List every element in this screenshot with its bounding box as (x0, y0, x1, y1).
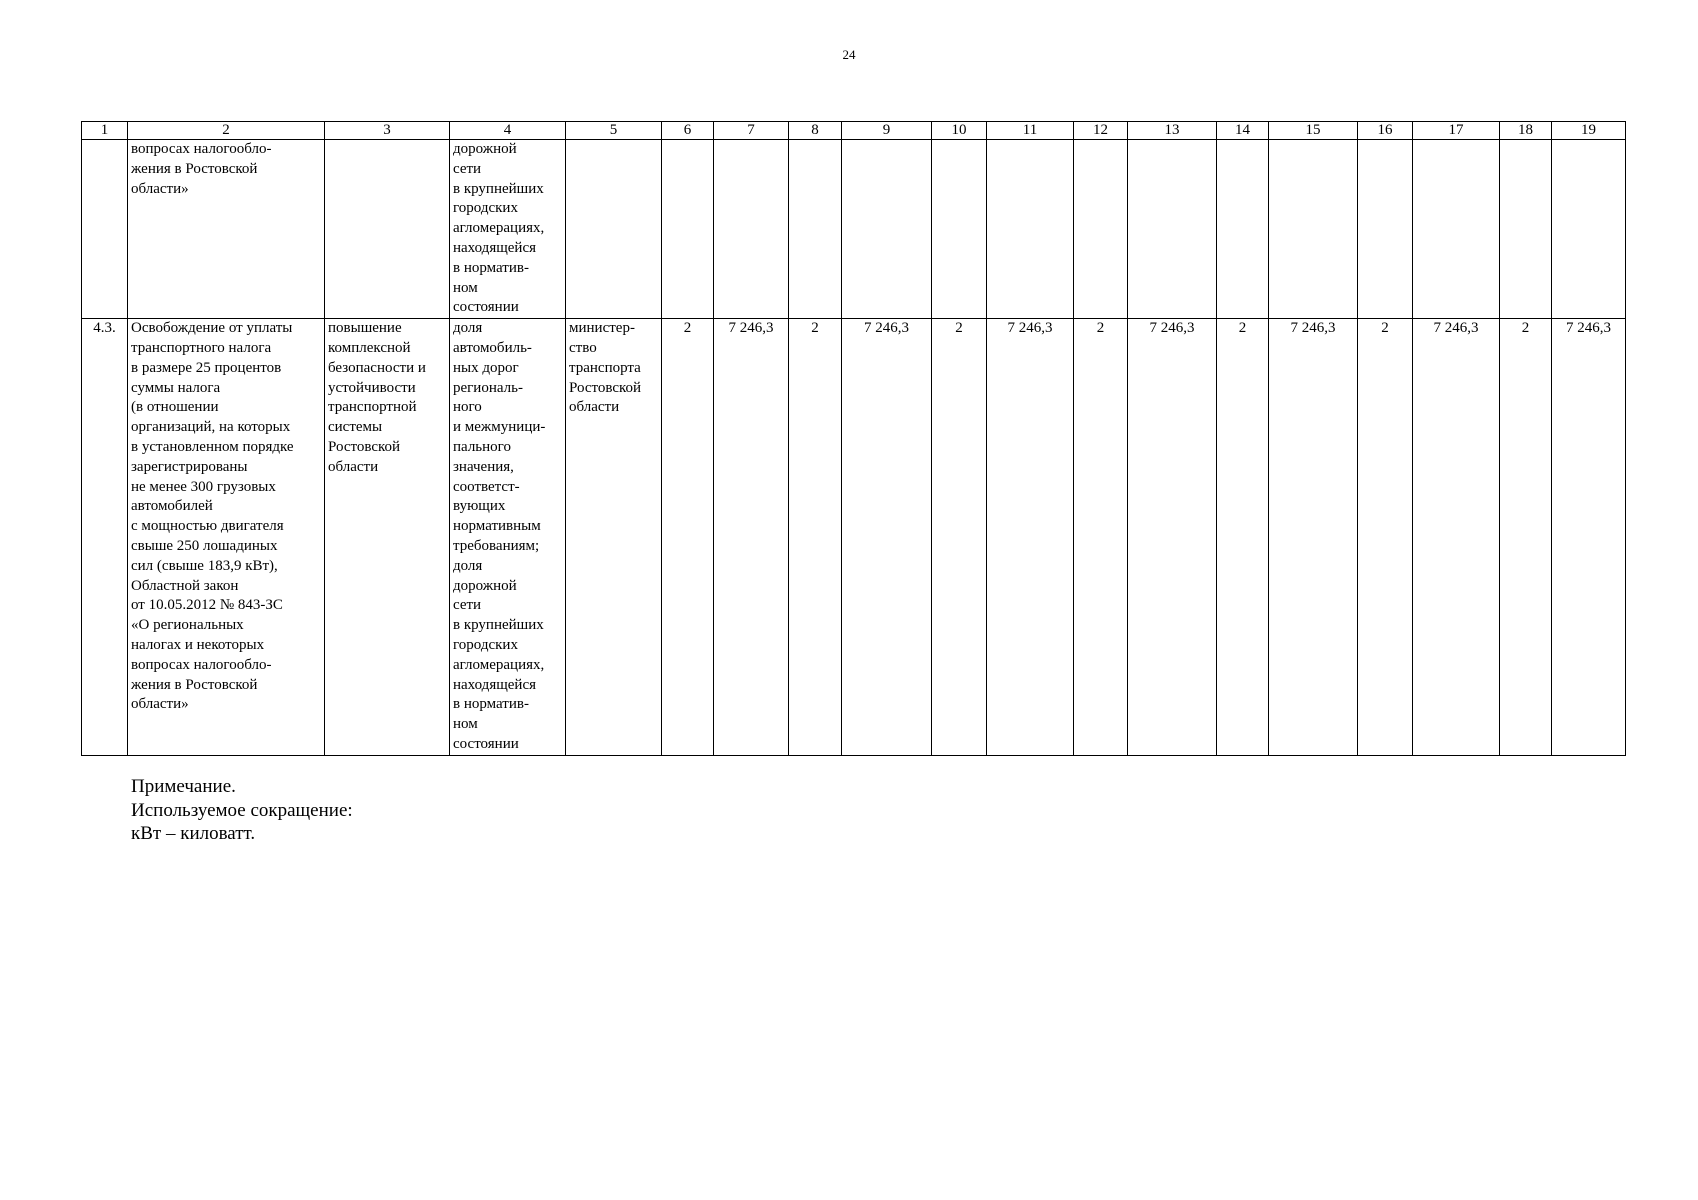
value-cell (1552, 140, 1626, 319)
column-number-header: 9 (842, 122, 932, 140)
value-cell: 2 (662, 319, 714, 756)
note (131, 775, 353, 846)
table-row (82, 319, 1626, 756)
page-number: 24 (842, 47, 856, 62)
column-number-header: 3 (325, 122, 450, 140)
measure-description-cell: вопросах налогообло- жения в Ростовской области» (128, 140, 325, 319)
column-number-header: 16 (1358, 122, 1413, 140)
column-number-header: 15 (1269, 122, 1358, 140)
value-cell (1217, 140, 1269, 319)
curator-cell: министер- ство транспорта Ростовской области (566, 319, 662, 756)
value-cell: 7 246,3 (714, 319, 789, 756)
indicator-cell: дорожной сети в крупнейших городских агломерациях, находящейся в норматив- ном состоянии (450, 140, 566, 319)
value-cell (1074, 140, 1128, 319)
table-row (82, 140, 1626, 319)
column-number-header: 14 (1217, 122, 1269, 140)
column-number-header: 12 (1074, 122, 1128, 140)
value-cell: 2 (1217, 319, 1269, 756)
indicator-cell: доля автомобиль- ных дорог региональ- ного и межмуници- пального значения, соответст- вующих нормативным требованиям; доля дорожной сети в крупнейших городских агломерациях, находящейся в норматив- ном состоянии (450, 319, 566, 756)
value-cell: 7 246,3 (842, 319, 932, 756)
value-cell (842, 140, 932, 319)
column-number-header: 18 (1500, 122, 1552, 140)
value-cell (662, 140, 714, 319)
column-number-header: 8 (789, 122, 842, 140)
note-abbreviation-item: кВт – киловатт. (131, 823, 256, 844)
column-number-header: 11 (987, 122, 1074, 140)
goal-cell: повышение комплексной безопасности и устойчивости транспортной системы Ростовской области (325, 319, 450, 756)
column-number-header: 17 (1413, 122, 1500, 140)
column-number-header: 4 (450, 122, 566, 140)
value-cell: 7 246,3 (1269, 319, 1358, 756)
column-number-header: 10 (932, 122, 987, 140)
row-number-cell: 4.3. (82, 319, 128, 756)
value-cell (1413, 140, 1500, 319)
value-cell (1269, 140, 1358, 319)
value-cell: 2 (1500, 319, 1552, 756)
table-header-row (82, 122, 1626, 140)
value-cell: 2 (789, 319, 842, 756)
value-cell: 2 (1358, 319, 1413, 756)
note-abbreviation-heading: Используемое сокращение: (131, 799, 353, 821)
column-number-header: 19 (1552, 122, 1626, 140)
column-number-header: 5 (566, 122, 662, 140)
value-cell: 2 (932, 319, 987, 756)
row-number-cell (82, 140, 128, 319)
value-cell (1358, 140, 1413, 319)
value-cell (1128, 140, 1217, 319)
data-table (81, 121, 1626, 756)
measure-description-cell: Освобождение от уплаты транспортного налога в размере 25 процентов суммы налога (в отношении организаций, на которых в установленном порядке зарегистрированы не менее 300 грузовых автомобилей с мощностью двигателя свыше 250 лошадиных сил (свыше 183,9 кВт), Областной закон от 10.05.2012 № 843-ЗС «О региональных налогах и некоторых вопросах налогообло- жения в Ростовской области» (128, 319, 325, 756)
value-cell (987, 140, 1074, 319)
note-title: Примечание. (131, 776, 236, 797)
value-cell: 7 246,3 (987, 319, 1074, 756)
column-number-header: 6 (662, 122, 714, 140)
curator-cell (566, 140, 662, 319)
column-number-header: 1 (82, 122, 128, 140)
column-number-header: 7 (714, 122, 789, 140)
value-cell: 7 246,3 (1552, 319, 1626, 756)
value-cell (932, 140, 987, 319)
value-cell: 7 246,3 (1413, 319, 1500, 756)
value-cell (789, 140, 842, 319)
column-number-header: 2 (128, 122, 325, 140)
column-number-header: 13 (1128, 122, 1217, 140)
value-cell (1500, 140, 1552, 319)
value-cell (714, 140, 789, 319)
value-cell: 7 246,3 (1128, 319, 1217, 756)
goal-cell (325, 140, 450, 319)
value-cell: 2 (1074, 319, 1128, 756)
